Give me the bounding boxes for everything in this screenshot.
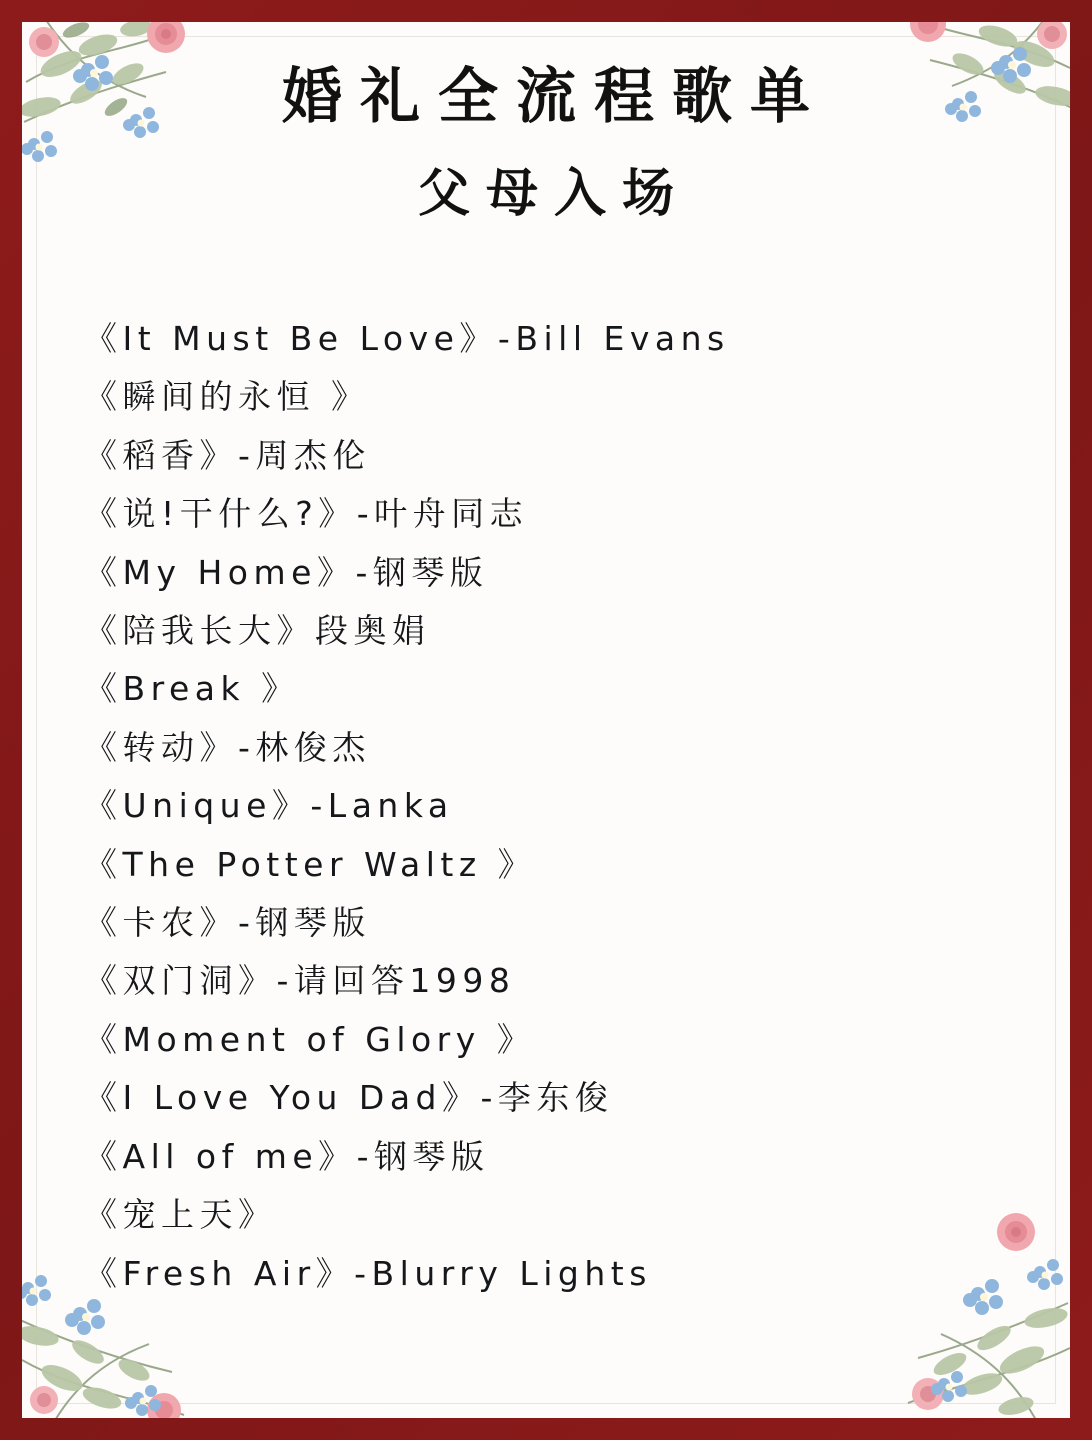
list-item: 《All of me》-钢琴版 bbox=[84, 1136, 490, 1176]
list-item: 《卡农》-钢琴版 bbox=[84, 903, 371, 943]
list-item: 《Fresh Air》-Blurry Lights bbox=[84, 1253, 652, 1293]
list-item: 《It Must Be Love》-Bill Evans bbox=[84, 319, 730, 358]
list-item: 《Break 》 bbox=[84, 669, 300, 709]
list-item: 《The Potter Waltz 》 bbox=[84, 844, 537, 884]
list-item: 《宠上天》 bbox=[84, 1195, 277, 1235]
list-item: 《Unique》-Lanka bbox=[84, 786, 454, 826]
list-item: 《陪我长大》段奥娟 bbox=[84, 611, 431, 651]
list-item: 《Moment of Glory 》 bbox=[84, 1019, 536, 1059]
list-item: 《双门洞》-请回答1998 bbox=[84, 961, 516, 1001]
list-item: 《转动》-林俊杰 bbox=[84, 727, 371, 767]
song-list bbox=[84, 310, 1024, 1303]
page-title: 婚礼全流程歌单 bbox=[282, 62, 828, 132]
poster-card bbox=[22, 22, 1070, 1418]
list-item: 《说!干什么?》-叶舟同志 bbox=[84, 494, 529, 534]
list-item: 《My Home》-钢琴版 bbox=[84, 552, 489, 592]
page-subtitle: 父母入场 bbox=[417, 163, 690, 224]
title-block bbox=[22, 60, 1070, 226]
list-item: 《稻香》-周杰伦 bbox=[84, 435, 371, 475]
list-item: 《I Love You Dad》-李东俊 bbox=[84, 1078, 614, 1118]
list-item: 《瞬间的永恒 》 bbox=[84, 377, 370, 417]
